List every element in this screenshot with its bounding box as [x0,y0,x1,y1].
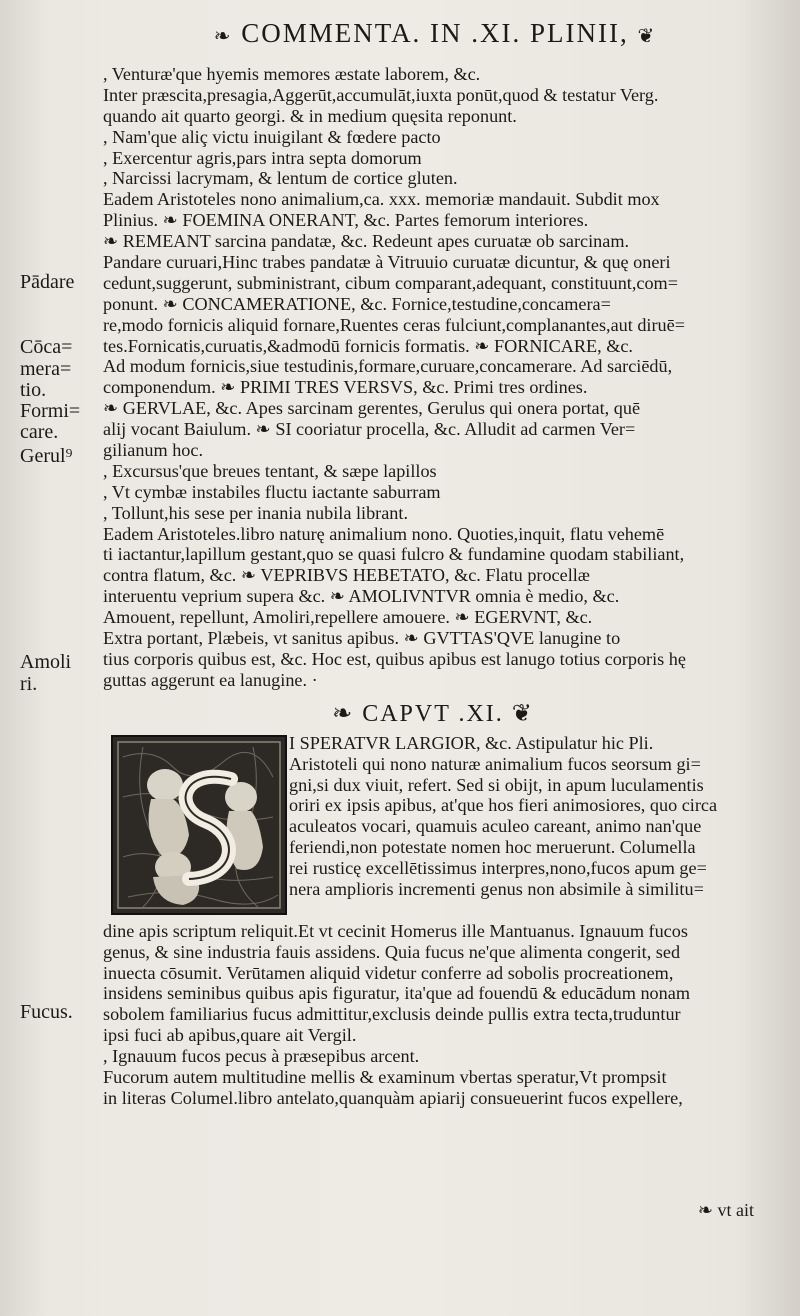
text-line: Extra portant, Plæbeis, vt sanitus apibus. ❧ GVTTAS'QVE lanugine to [103,628,621,649]
text-line: feriendi,non potestate nomen hoc meruerunt. Columella [289,837,696,858]
text-line: , Exercentur agris,pars intra septa domorum [103,147,422,168]
text-line: Eadem Aristoteles.libro naturę animalium nono. Quoties,inquit, flatu vehemē [103,523,665,544]
margin-note-fucus: Fucus. [20,1001,73,1023]
text-line: interuentu veprium supera &c. ❧ AMOLIVNTVR omnia è medio, &c. [103,586,620,607]
text-line: nera amplioris incrementi genus non absimile à similitu= [289,878,704,899]
text-line: Ad modum fornicis,siue testudinis,formare,curuare,concamerare. Ad sarciēdū, [103,356,673,377]
text-line: ipsi fuci ab apibus,quare ait Vergil. [103,1025,357,1046]
text-line: dine apis scriptum reliquit.Et vt cecinit Homerus ille Mantuanus. Ignauum fucos [103,920,688,941]
text-line: tes.Fornicatis,curuatis,&admodū fornicis formatis. ❧ FORNICARE, &c. [103,335,633,356]
initial-paragraph [103,733,763,921]
chapter-heading: ❧ CAPVT .XI. ❦ [332,700,534,727]
text-line: I SPERATVR LARGIOR, &c. Astipulatur hic Pli. [289,732,654,753]
text-line: Inter præscita,presagia,Aggerūt,accumulāt,iuxta ponūt,quod & testatur Verg. [103,84,659,105]
text-line: , Venturæ'que hyemis memores æstate laborem, &c. [103,64,481,84]
text-line: gilianum hoc. [103,440,204,461]
text-line: Plinius. ❧ FOEMINA ONERANT, &c. Partes femorum interiores. [103,210,589,231]
text-line: guttas aggerunt ea lanugine. · [103,669,318,690]
margin-note-cocameratio-1: Cōca= [20,336,73,358]
margin-note-pandare: Pādare [20,271,75,293]
margin-note-formicare-2: care. [20,421,59,443]
text-line: sobolem familiarius fucus admittitur,exclusis deinde pullis extra tecta,truduntur [103,1004,681,1025]
text-line: genus, & sine industria fauis assidens. Quia fucus ne'que alimenta congerit, sed [103,941,681,962]
running-head-title: COMMENTA. IN .XI. PLINII, [241,18,629,48]
margin-note-cocameratio-2: mera= [20,358,72,380]
text-beside-initial [289,733,763,900]
text-line: ❧ REMEANT sarcina pandatæ, &c. Redeunt apes curuatæ ob sarcinam. [103,231,630,252]
text-line: , Narcissi lacrymam, & lentum de cortice gluten. [103,168,458,189]
text-line: , Ignauum fucos pecus à præsepibus arcent. [103,1046,420,1067]
text-line: insidens seminibus quibus apis figuratur, ita'que ad fouendū & educādum nonam [103,983,690,1004]
text-line: in literas Columel.libro antelato,quanquàm apiarij consueuerint fucos expellere, [103,1087,683,1108]
margin-note-formicare-1: Formi= [20,400,81,422]
text-line: oriri ex ipsis apibus, at'que hos fieri animosiores, quo circa [289,795,718,816]
text-line: aculeatos vocari, quamuis aculeo careant, animo nan'que [289,816,702,837]
text-line: , Tollunt,his sese per inania nubila librant. [103,502,408,523]
top-text-block [103,64,763,691]
text-line: gni,si dux viuit, refert. Sed si obijt, in apum luculamentis [289,774,704,795]
decorated-initial-s-icon [111,735,287,915]
text-line: rei rusticę excellētissimus interpres,nono,fucos apum ge= [289,858,707,879]
text-line: cedunt,suggerunt, subministrant, cibum comparant,adequant, constituunt,com= [103,272,678,293]
margin-note-amoliri-2: ri. [20,673,38,695]
text-line: Fucorum autem multitudine mellis & examinum vbertas speratur,Vt prompsit [103,1066,667,1087]
margin-note-cocameratio-3: tio. [20,379,47,401]
text-line: Pandare curuari,Hinc trabes pandatæ à Vitruuio curuatæ dicuntur, & quę oneri [103,252,671,273]
text-line: re,modo fornicis aliquid fornare,Ruentes ceras fulciunt,complanantes,aut diruē= [103,314,685,335]
text-line: tius corporis quibus est, &c. Hoc est, quibus apibus est lanugo totius corporis hę [103,648,686,669]
right-ornament-icon: ❦ [637,25,657,48]
text-line: Aristoteli qui nono naturæ animalium fucos seorsum gi= [289,753,701,774]
text-line: componendum. ❧ PRIMI TRES VERSVS, &c. Primi tres ordines. [103,377,588,398]
text-line: ❧ GERVLAE, &c. Apes sarcinam gerentes, Gerulus qui onera portat, quē [103,398,641,419]
text-line: Amouent, repellunt, Amoliri,repellere amouere. ❧ EGERVNT, &c. [103,607,593,628]
text-line: , Excursus'que breues tentant, & sæpe lapillos [103,460,437,481]
text-line: , Nam'que aliç victu inuigilant & fœdere pacto [103,126,441,147]
text-line: ponunt. ❧ CONCAMERATIONE, &c. Fornice,testudine,concamera= [103,293,611,314]
running-head [140,18,730,49]
text-line: , Vt cymbæ instabiles fluctu iactante saburram [103,481,441,502]
text-line: quando ait quarto georgi. & in medium quęsita reponunt. [103,105,517,126]
margin-note-gerulus: Gerul⁹ [20,445,73,467]
text-line: contra flatum, &c. ❧ VEPRIBVS HEBETATO, &c. Flatu procellæ [103,565,590,586]
margin-note-amoliri-1: Amoli [20,651,72,673]
catchword: ❧ vt ait [697,1200,754,1220]
text-line: Eadem Aristoteles nono animalium,ca. xxx. memoriæ mandauit. Subdit mox [103,189,660,210]
text-line: alij vocant Baiulum. ❧ SI cooriatur procella, &c. Alludit ad carmen Ver= [103,419,636,440]
left-ornament-icon: ❧ [213,25,233,48]
text-line: ti iactantur,lapillum gestant,quo se quasi fulcro & fundamine quodam stabiliant, [103,544,685,565]
bottom-text-block [103,921,763,1109]
text-line: inuecta cōsumit. Verūtamen aliquid videtur conferre ad sobolis procreationem, [103,962,674,983]
main-text [103,64,763,1109]
